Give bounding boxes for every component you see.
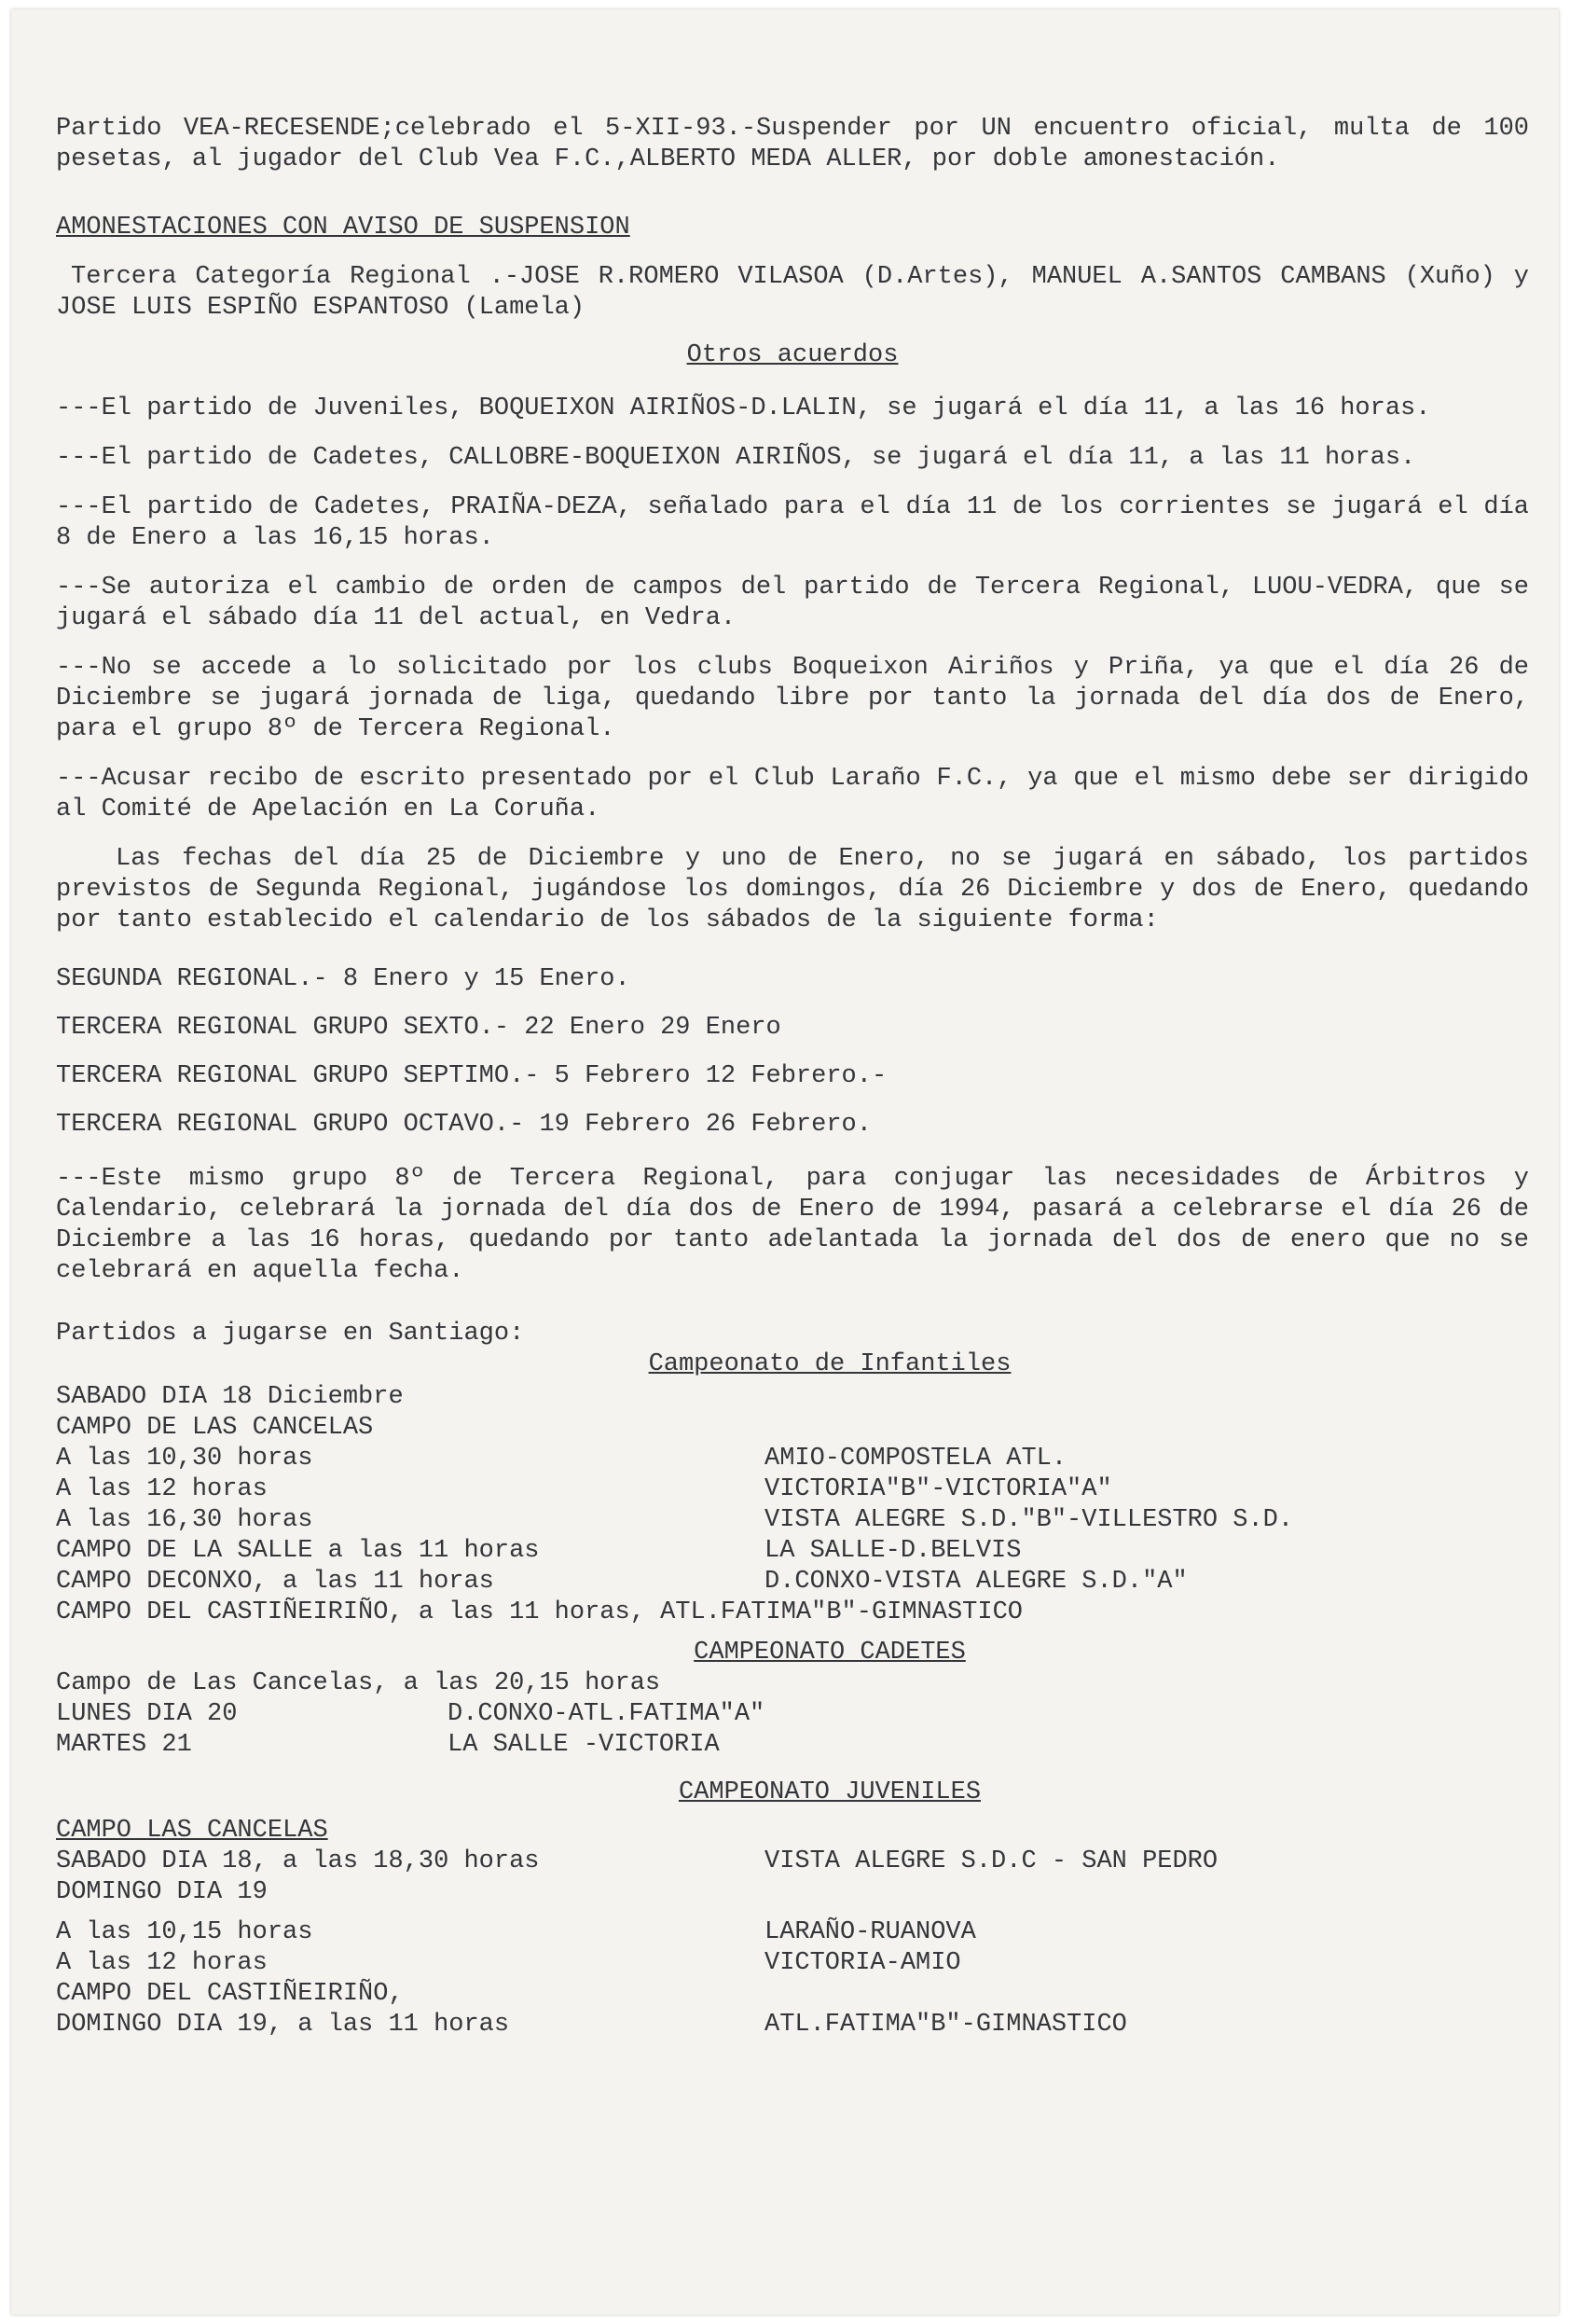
schedule-time: A las 12 horas — [56, 1475, 268, 1503]
dates-paragraph: Las fechas del día 25 de Diciembre y uno de Enero, no se jugará en sábado, los partidos previstos de Segunda Regional, jugándose los domingos, día 26 Diciembre y dos de Enero, quedando por tanto establecido el calendario de los sábados de la siguiente forma: — [56, 845, 1529, 934]
schedule-time: CAMPO LAS CANCELAS — [56, 1817, 328, 1845]
calendar-line: TERCERA REGIONAL GRUPO OCTAVO.- 19 Febrero 26 Febrero. — [56, 1111, 872, 1139]
santiago-intro: Partidos a jugarse en Santiago: — [56, 1320, 525, 1348]
schedule-time: A las 16,30 horas — [56, 1506, 313, 1534]
paper-sheet — [11, 9, 1559, 2315]
calendar-line: SEGUNDA REGIONAL.- 8 Enero y 15 Enero. — [56, 965, 630, 993]
schedule-row — [56, 1382, 1529, 1413]
schedule-match — [764, 1816, 1529, 1847]
schedule-match: VISTA ALEGRE S.D."B"-VILLESTRO S.D. — [764, 1506, 1294, 1534]
schedule-time: DOMINGO DIA 19 — [56, 1878, 268, 1906]
schedule-match: ATL.FATIMA"B"-GIMNASTICO — [764, 2011, 1127, 2039]
agreement-item: ---El partido de Juveniles, BOQUEIXON AIRIÑOS-D.LALIN, se jugará el día 11, a las 16 horas. — [56, 394, 1431, 422]
schedule-time: LUNES DIA 20 — [56, 1700, 238, 1728]
schedule-match: VICTORIA-AMIO — [764, 1949, 961, 1977]
calendar-list — [56, 955, 1529, 1149]
schedule-line: Campo de Las Cancelas, a las 20,15 horas — [56, 1669, 661, 1697]
schedule-match: D.CONXO-ATL.FATIMA"A" — [448, 1700, 765, 1728]
juveniles-schedule — [56, 1816, 1529, 2040]
agreement-item: ---El partido de Cadetes, CALLOBRE-BOQUEIXON AIRIÑOS, se jugará el día 11, a las 11 horas. — [56, 444, 1416, 472]
agreement-item: ---No se accede a lo solicitado por los clubs Boqueixon Airiños y Priña, ya que el día 26 de Diciembre se jugará jornada de liga, quedando libre por tanto la jornada del día dos de Enero, para el grupo 8º de Tercera Regional. — [56, 654, 1529, 743]
juveniles-heading: CAMPEONATO JUVENILES — [678, 1778, 982, 1806]
cadetes-heading: CAMPEONATO CADETES — [694, 1639, 966, 1667]
schedule-match — [764, 1979, 1529, 2010]
agreement-item: ---El partido de Cadetes, PRAIÑA-DEZA, señalado para el día 11 de los corrientes se jugará el día 8 de Enero a las 16,15 horas. — [56, 493, 1529, 552]
schedule-row — [56, 1877, 1529, 1908]
agreement-item: ---Acusar recibo de escrito presentado por el Club Laraño F.C., ya que el mismo debe ser dirigido al Comité de Apelación en La Coruña. — [56, 765, 1529, 823]
calendar-line: TERCERA REGIONAL GRUPO SEXTO.- 22 Enero 29 Enero — [56, 1014, 781, 1042]
schedule-match: LA SALLE-D.BELVIS — [764, 1537, 1022, 1565]
schedule-match: LARAÑO-RUANOVA — [764, 1918, 976, 1946]
schedule-row — [56, 1847, 1529, 1877]
schedule-time: CAMPO DEL CASTIÑEIRIÑO, — [56, 1980, 404, 2008]
schedule-row — [56, 1413, 1529, 1444]
infantiles-heading: Campeonato de Infantiles — [648, 1350, 1012, 1378]
warnings-text: Tercera Categoría Regional .-JOSE R.ROMERO VILASOA (D.Artes), MANUEL A.SANTOS CAMBANS (Xuño) y JOSE LUIS ESPIÑO ESPANTOSO (Lamela) — [56, 263, 1529, 322]
agreement-item: ---Se autoriza el cambio de orden de campos del partido de Tercera Regional, LUOU-VEDRA, que se jugará el sábado día 11 del actual, en Vedra. — [56, 574, 1529, 632]
group8-paragraph: ---Este mismo grupo 8º de Tercera Regional, para conjugar las necesidades de Árbitros y Calendario, celebrará la jornada del día dos de Enero de 1994, pasará a celebrarse el día 26 de Diciembre a las 16 horas, quedando por tanto adelantada la jornada del dos de enero que no se celebrará en aquella fecha. — [56, 1165, 1529, 1285]
calendar-line: TERCERA REGIONAL GRUPO SEPTIMO.- 5 Febrero 12 Febrero.- — [56, 1062, 888, 1090]
cadetes-schedule — [56, 1668, 1529, 1761]
schedule-match: AMIO-COMPOSTELA ATL. — [764, 1445, 1067, 1473]
schedule-row — [56, 1917, 1529, 1948]
document-body — [56, 114, 1529, 2040]
schedule-time: SABADO DIA 18, a las 18,30 horas — [56, 1847, 540, 1875]
schedule-row — [56, 1699, 1529, 1730]
schedule-match — [764, 1382, 1529, 1413]
agreements-heading: Otros acuerdos — [686, 341, 899, 369]
sanction-paragraph: Partido VEA-RECESENDE;celebrado el 5-XII-93.-Suspender por UN encuentro oficial, multa de 100 pesetas, al jugador del Club Vea F.C.,ALBERTO MEDA ALLER, por doble amonestación. — [56, 115, 1529, 173]
schedule-time: MARTES 21 — [56, 1731, 192, 1759]
schedule-time: CAMPO DE LAS CANCELAS — [56, 1414, 374, 1442]
schedule-row — [56, 1536, 1529, 1567]
schedule-row — [56, 1505, 1529, 1536]
infantiles-schedule — [56, 1382, 1529, 1628]
schedule-time: A las 10,30 horas — [56, 1445, 313, 1473]
schedule-time: A las 12 horas — [56, 1949, 268, 1977]
schedule-row — [56, 1979, 1529, 2010]
schedule-match — [764, 1877, 1529, 1908]
schedule-match: D.CONXO-VISTA ALEGRE S.D."A" — [764, 1568, 1188, 1596]
schedule-time: A las 10,15 horas — [56, 1918, 313, 1946]
schedule-time: CAMPO DE LA SALLE a las 11 horas — [56, 1537, 540, 1565]
schedule-time: CAMPO DECONXO, a las 11 horas — [56, 1568, 494, 1596]
schedule-time: DOMINGO DIA 19, a las 11 horas — [56, 2011, 510, 2039]
schedule-row — [56, 1948, 1529, 1979]
schedule-row — [56, 1444, 1529, 1474]
schedule-line: CAMPO DEL CASTIÑEIRIÑO, a las 11 horas, ATL.FATIMA"B"-GIMNASTICO — [56, 1598, 1023, 1626]
schedule-row — [56, 1816, 1529, 1847]
schedule-match: VICTORIA"B"-VICTORIA"A" — [764, 1475, 1112, 1503]
schedule-match — [764, 1413, 1529, 1444]
schedule-match: LA SALLE -VICTORIA — [448, 1731, 720, 1759]
schedule-row — [56, 1567, 1529, 1598]
schedule-row — [56, 2010, 1529, 2040]
schedule-time: SABADO DIA 18 Diciembre — [56, 1383, 404, 1411]
schedule-row — [56, 1474, 1529, 1505]
schedule-row — [56, 1730, 1529, 1761]
schedule-match: VISTA ALEGRE S.D.C - SAN PEDRO — [764, 1847, 1219, 1875]
warnings-heading: AMONESTACIONES CON AVISO DE SUSPENSION — [56, 214, 630, 242]
